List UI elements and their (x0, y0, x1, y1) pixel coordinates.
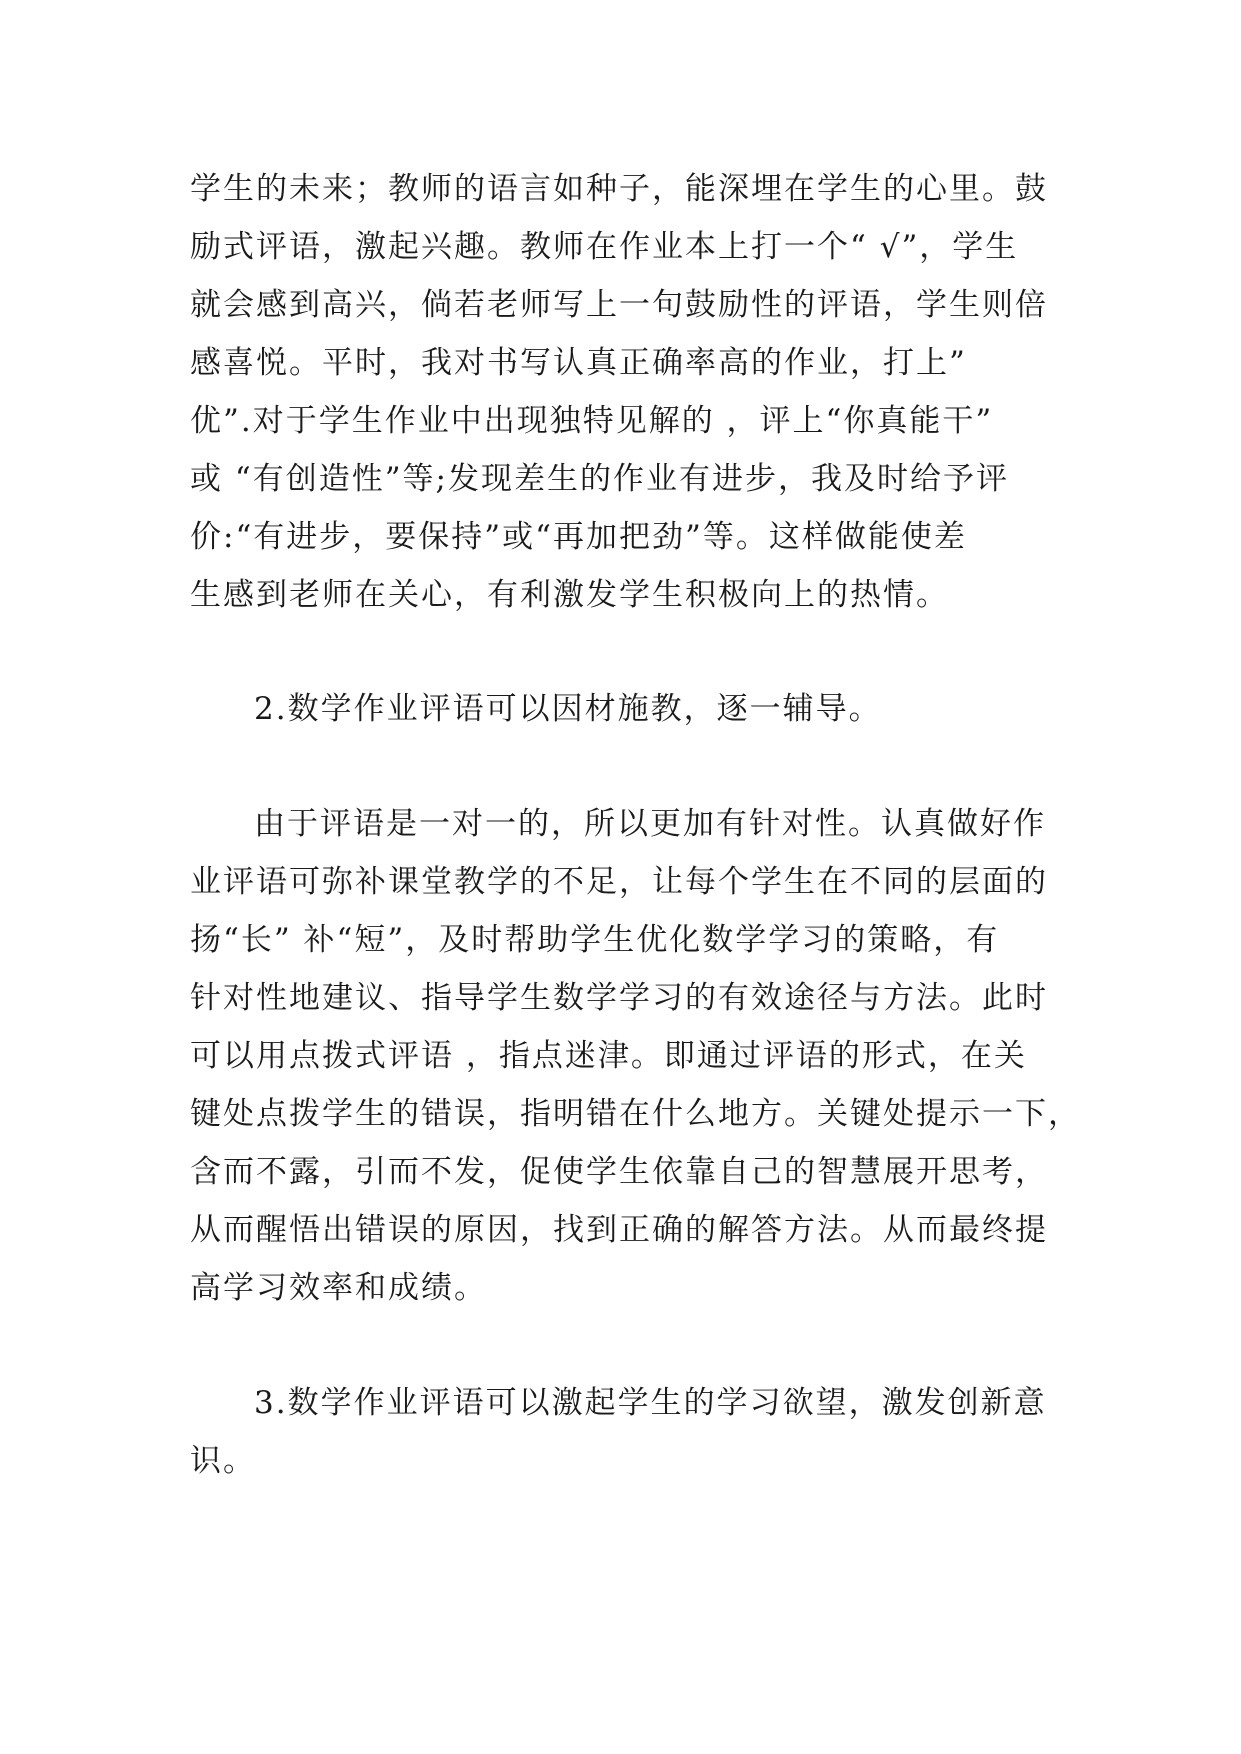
text-line: 键处点拨学生的错误，指明错在什么地方。关键处提示一下， (190, 1096, 1081, 1132)
section-heading-2 (190, 680, 1052, 738)
text-line: 针对性地建议、指导学生数学学习的有效途径与方法。此时 (190, 980, 1048, 1016)
text-line: 生感到老师在关心，有利激发学生积极向上的热情。 (190, 577, 949, 613)
text-line: 感喜悦。平时，我对书写认真正确率高的作业，打上” (190, 345, 967, 381)
text-line: 就会感到高兴，倘若老师写上一句鼓励性的评语，学生则倍 (190, 287, 1048, 323)
text-line: 2.数学作业评语可以因材施教，逐一辅导。 (254, 691, 882, 727)
text-line: 扬“长” 补“短”，及时帮助学生优化数学学习的策略，有 (190, 922, 1000, 958)
text-line: 3.数学作业评语可以激起学生的学习欲望，激发创新意 (254, 1385, 1047, 1421)
text-line: 含而不露，引而不发，促使学生依靠自己的智慧展开思考， (190, 1154, 1048, 1190)
text-line: 由于评语是一对一的，所以更加有针对性。认真做好作 (254, 806, 1046, 842)
text-line: 高学习效率和成绩。 (190, 1270, 487, 1306)
text-line: 业评语可弥补课堂教学的不足，让每个学生在不同的层面的 (190, 864, 1048, 900)
text-line: 学生的未来；教师的语言如种子，能深埋在学生的心里。鼓 (190, 171, 1048, 207)
section-heading-3 (190, 1374, 1052, 1490)
text-line: 从而醒悟出错误的原因，找到正确的解答方法。从而最终提 (190, 1212, 1048, 1248)
text-line: 识。 (190, 1443, 256, 1479)
paragraph-encouraging-comments (190, 160, 1052, 624)
text-line: 优”.对于学生作业中出现独特见解的 ，评上“你真能干” (190, 403, 994, 439)
text-line: 或 “有创造性”等;发现差生的作业有进步，我及时给予评 (190, 461, 1009, 497)
text-line: 价:“有进步，要保持”或“再加把劲”等。这样做能使差 (190, 519, 967, 555)
text-line: 励式评语，激起兴趣。教师在作业本上打一个“ √”，学生 (190, 229, 1019, 265)
paragraph-individual-guidance (190, 795, 1081, 1317)
text-line: 可以用点拨式评语 ，指点迷津。即通过评语的形式，在关 (190, 1038, 1027, 1074)
